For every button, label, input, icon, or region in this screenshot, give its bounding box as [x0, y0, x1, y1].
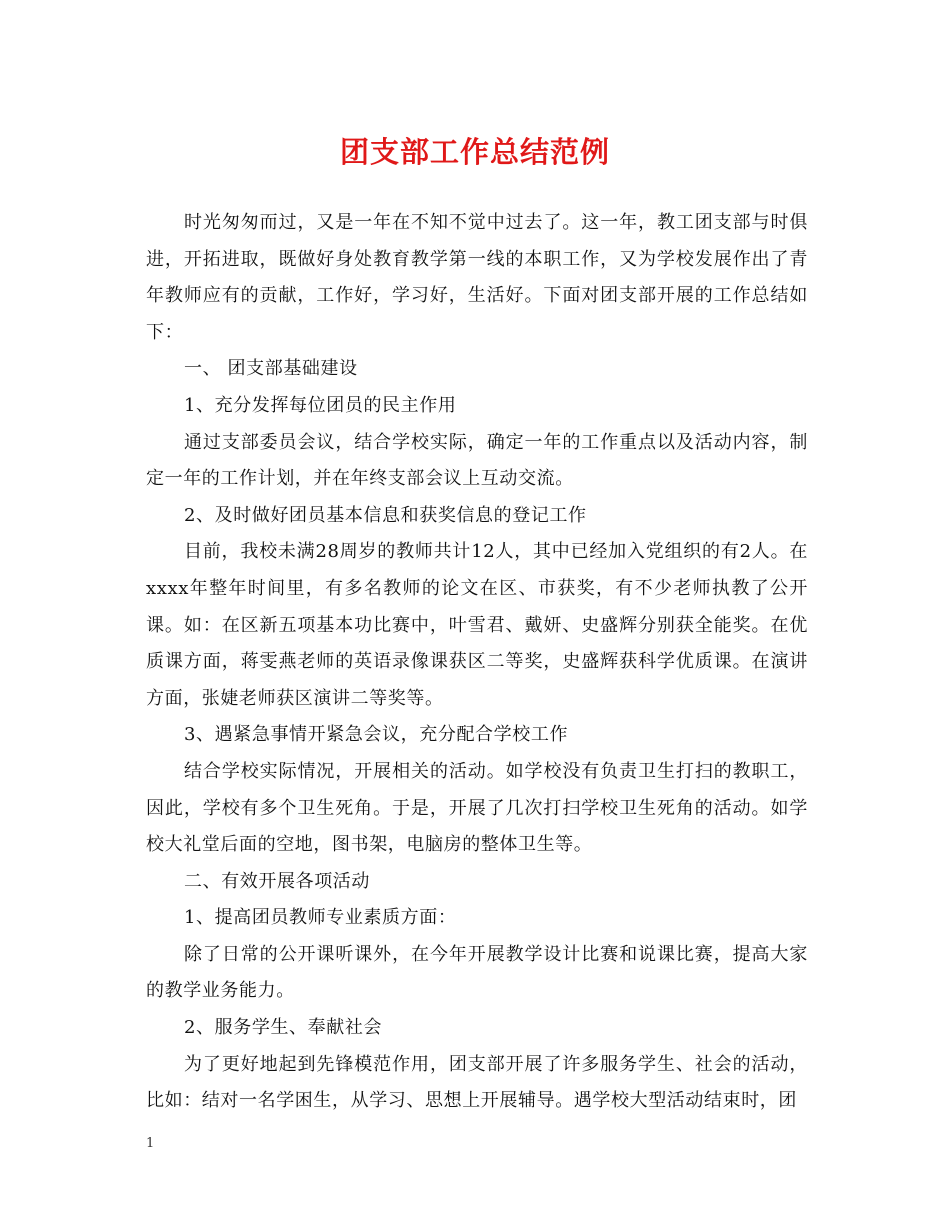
section-heading: 一、 团支部基础建设 [184, 358, 358, 380]
page-number: 1 [146, 1136, 155, 1151]
subsection-heading: 3、遇紧急事情开紧急会议，充分配合学校工作 [184, 724, 569, 746]
subsection-heading: 2、服务学生、奉献社会 [184, 1017, 383, 1039]
subsection-heading: 1、提高团员教师专业素质方面： [184, 907, 457, 929]
paragraph: 除了日常的公开课听课外，在今年开展教学设计比赛和说课比赛，提高大家的教学业务能力。 [146, 943, 808, 1002]
page-title: 团支部工作总结范例 [339, 135, 610, 169]
subsection-heading: 2、及时做好团员基本信息和获奖信息的登记工作 [184, 504, 587, 526]
paragraph: 为了更好地起到先锋模范作用，团支部开展了许多服务学生、社会的活动，比如：结对一名学困生，从学习、思想上开展辅导。遇学校大型活动结束时，团 [146, 1053, 808, 1112]
paragraph: 目前，我校未满28周岁的教师共计12人，其中已经加入党组织的有2人。在xxxx年整年时间里，有多名教师的论文在区、市获奖，有不少老师执教了公开课。如：在区新五项基本功比赛中，叶雪君、戴妍、史盛辉分别获全能奖。在优质课方面，蒋雯燕老师的英语录像课获区二等奖，史盛辉获科学优质课。在演讲方面，张婕老师获区演讲二等奖等。 [146, 541, 808, 709]
subsection-heading: 1、充分发挥每位团员的民主作用 [184, 394, 457, 416]
paragraph: 时光匆匆而过，又是一年在不知不觉中过去了。这一年，教工团支部与时俱进，开拓进取，既做好身处教育教学第一线的本职工作，又为学校发展作出了青年教师应有的贡献，工作好，学习好，生活好。下面对团支部开展的工作总结如下： [146, 212, 808, 343]
paragraph: 通过支部委员会议，结合学校实际，确定一年的工作重点以及活动内容，制定一年的工作计划，并在年终支部会议上互动交流。 [146, 431, 808, 490]
section-heading: 二、有效开展各项活动 [184, 870, 370, 892]
document-body [146, 205, 808, 1120]
paragraph: 结合学校实际情况，开展相关的活动。如学校没有负责卫生打扫的教职工，因此，学校有多个卫生死角。于是，开展了几次打扫学校卫生死角的活动。如学校大礼堂后面的空地，图书架，电脑房的整体卫生等。 [146, 760, 808, 856]
